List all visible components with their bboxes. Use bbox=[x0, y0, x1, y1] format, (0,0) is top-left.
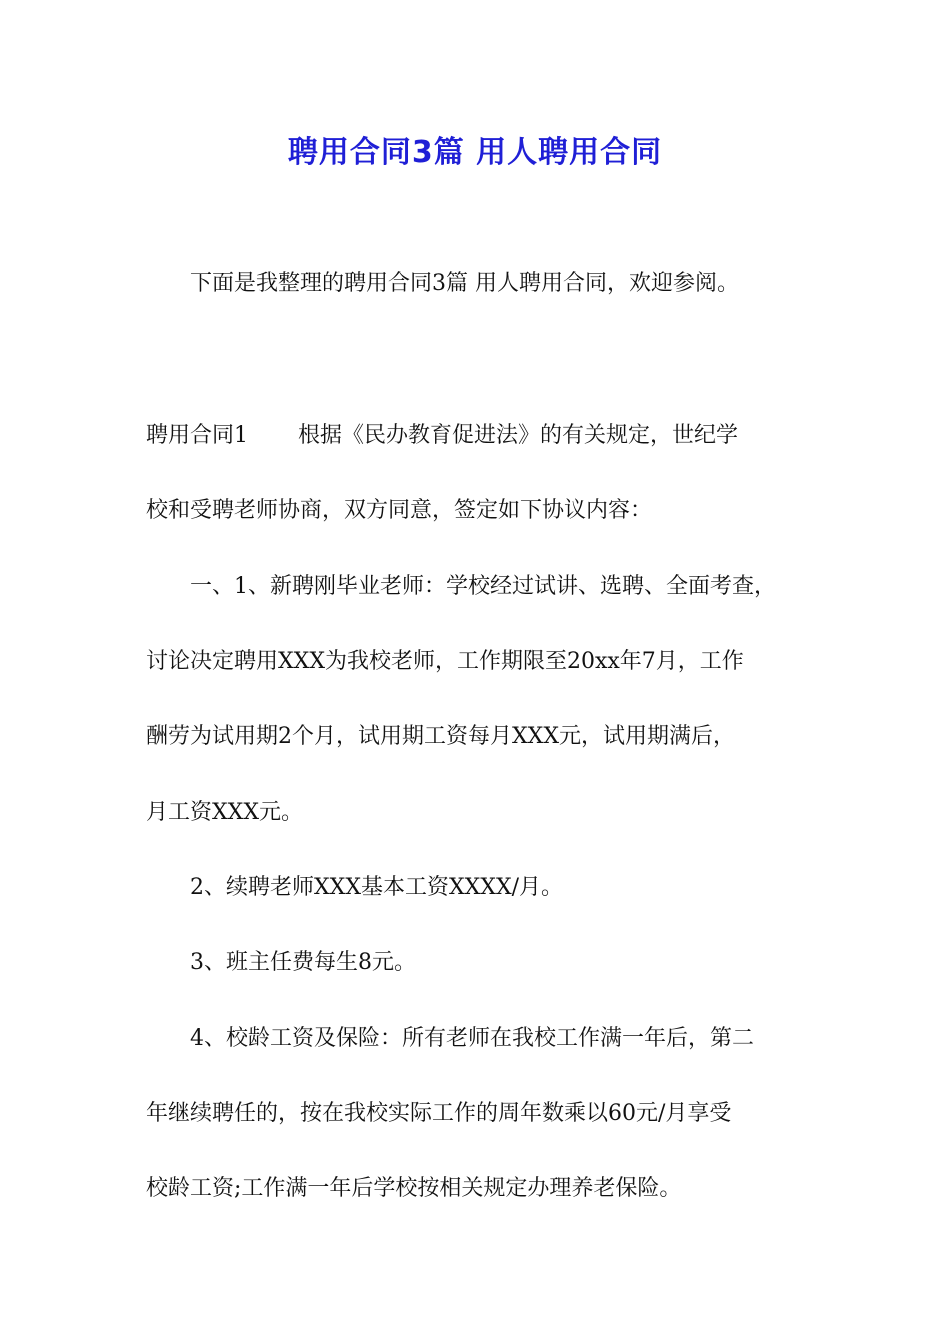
intro-paragraph: 下面是我整理的聘用合同3篇 用人聘用合同，欢迎参阅。 bbox=[190, 271, 739, 296]
section-1-first-line bbox=[146, 416, 826, 456]
item-3: 3、班主任费每生8元。 bbox=[190, 950, 416, 975]
section-1-line-2: 校和受聘老师协商，双方同意，签定如下协议内容： bbox=[146, 498, 653, 523]
item-1-line-3: 酬劳为试用期2个月，试用期工资每月XXX元，试用期满后， bbox=[146, 724, 735, 749]
item-1-line-1: 一、1、新聘刚毕业老师：学校经过试讲、选聘、全面考查， bbox=[190, 574, 776, 599]
item-4-line-2: 年继续聘任的，按在我校实际工作的周年数乘以60元/月享受 bbox=[146, 1101, 732, 1126]
item-2: 2、续聘老师XXX基本工资XXXX/月。 bbox=[190, 875, 564, 900]
section-1-line-1-text: 根据《民办教育促进法》的有关规定，世纪学 bbox=[298, 423, 739, 448]
document-title: 聘用合同3篇 用人聘用合同 bbox=[287, 135, 663, 170]
item-1-line-4: 月工资XXX元。 bbox=[146, 800, 303, 825]
section-1-heading: 聘用合同1 bbox=[146, 423, 248, 448]
item-4-line-3: 校龄工资;工作满一年后学校按相关规定办理养老保险。 bbox=[146, 1176, 682, 1201]
item-4-line-1: 4、校龄工资及保险：所有老师在我校工作满一年后，第二 bbox=[190, 1026, 754, 1051]
item-1-line-2: 讨论决定聘用XXX为我校老师，工作期限至20xx年7月，工作 bbox=[146, 649, 744, 674]
